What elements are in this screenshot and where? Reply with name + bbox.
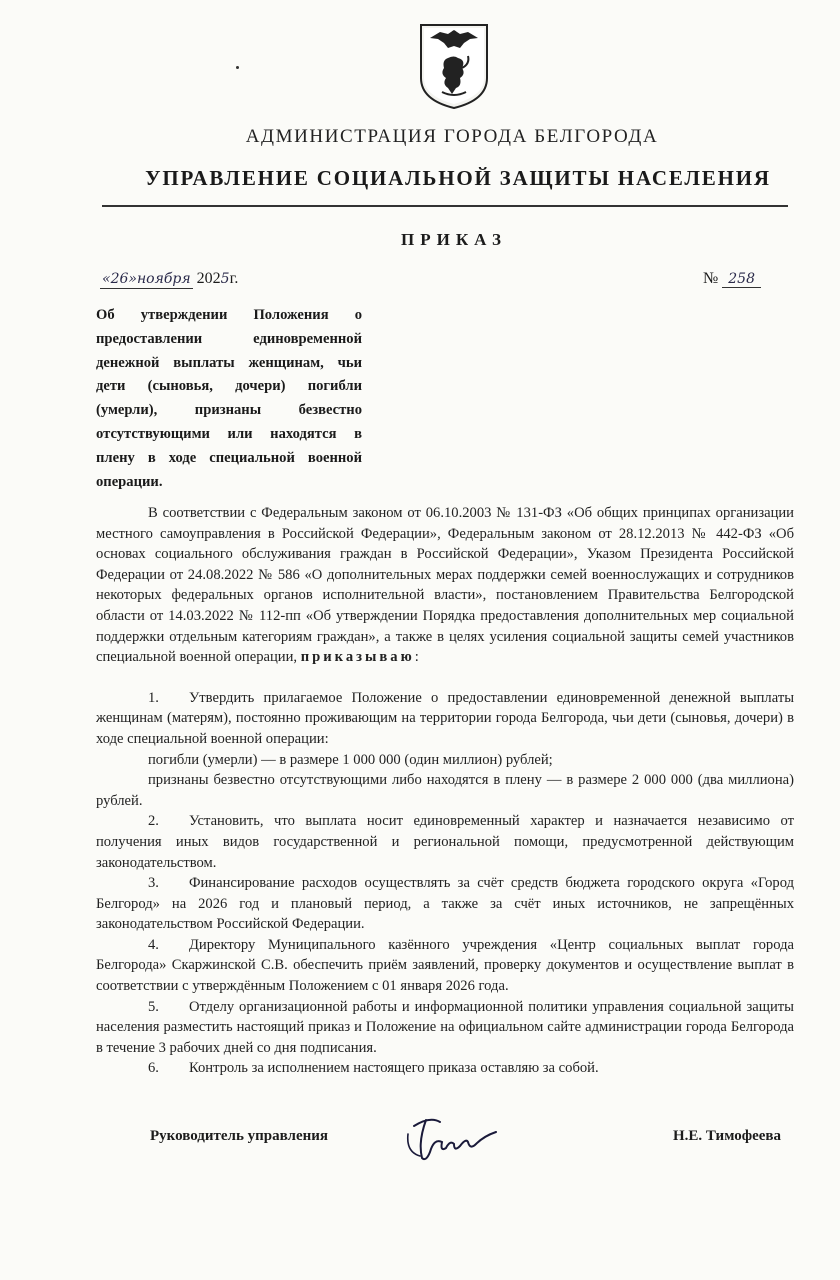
preamble-text: В соответствии с Федеральным законом от 06.10.2003 № 131-ФЗ «Об общих принципах организации местного самоуправления в Российской Федерации», Федеральным законом от 28.12.2013 № 442-ФЗ «Об основах социального обслуживания граждан в Российской Федерации», Указом Президента Российской Федерации от 24.08.2022 № 586 «О дополнительных мерах поддержки семей военнослужащих и сотрудников некоторых федеральных органов исполнительной власти», постановлением Правительства Белгородской области от 14.03.2022 № 112-пп «Об утверждении Порядка предоставления дополнительных мер социальной поддержки отдельным категориям граждан», а также в целях усиления социальной защиты семей участников специальной военной операции,	[96, 505, 794, 666]
document-type-title: ПРИКАЗ	[401, 230, 507, 249]
list-item	[96, 750, 794, 771]
department-name: УПРАВЛЕНИЕ СОЦИАЛЬНОЙ ЗАЩИТЫ НАСЕЛЕНИЯ	[145, 166, 771, 190]
date-day: «26»	[102, 271, 137, 287]
list-item	[96, 811, 794, 873]
number-sign: №	[703, 270, 719, 287]
item-number: 1.	[148, 689, 159, 706]
date-year-hand: 5	[220, 271, 230, 287]
item-text: погибли (умерли) — в размере 1 000 000 (один миллион) рублей;	[148, 751, 553, 768]
item-number: 4.	[148, 936, 159, 953]
signatory-role: Руководитель управления	[150, 1128, 329, 1144]
date-month: ноября	[136, 271, 191, 287]
scan-speck	[236, 66, 239, 69]
item-number: 5.	[148, 998, 159, 1015]
document-body	[96, 503, 794, 1079]
preamble-paragraph	[96, 503, 794, 668]
item-number: 3.	[148, 875, 159, 892]
item-text: Директору Муниципального казённого учреждения «Центр социальных выплат города Белгорода» Скаржинской С.В. обеспечить приём заявлений, проверку документов и осуществление выплат в соответствии с утверждённым Положением с 01 января 2026 года.	[96, 936, 794, 995]
list-item	[96, 1058, 794, 1079]
list-item	[96, 770, 794, 811]
item-text: Контроль за исполнением настоящего приказа оставляю за собой.	[188, 1060, 599, 1077]
list-item	[96, 997, 794, 1059]
date-suffix: г.	[229, 270, 239, 287]
signatory-name: Н.Е. Тимофеева	[673, 1128, 782, 1144]
list-item	[96, 873, 794, 935]
item-text: признаны безвестно отсутствующими либо находятся в плену — в размере 2 000 000 (два миллиона) рублей.	[96, 772, 794, 809]
list-item	[96, 935, 794, 997]
item-text: Установить, что выплата носит единовременный характер и назначается независимо от получения иных видов государственной и региональной помощи, предусмотренной действующим законодательством.	[96, 813, 794, 871]
organization-name: АДМИНИСТРАЦИЯ ГОРОДА БЕЛГОРОДА	[245, 126, 659, 147]
preamble-colon: :	[414, 649, 419, 666]
list-item	[96, 688, 794, 750]
coat-of-arms-emblem	[418, 22, 490, 110]
header-divider	[102, 205, 788, 207]
item-text: Утвердить прилагаемое Положение о предоставлении единовременной денежной выплаты женщинам (матерям), постоянно проживающим на территории города Белгорода, чьи дети (сыновья, дочери) в ходе специальной военной операции:	[96, 689, 794, 747]
document-subject: Об утверждении Положения о предоставлении единовременной денежной выплаты женщинам, чьи дети (сыновья, дочери) погибли (умерли), признаны безвестно отсутствующими или находятся в плену в ходе специальной военной операции.	[96, 307, 362, 490]
item-number: 6.	[148, 1060, 159, 1077]
command-word: приказываю	[300, 649, 415, 666]
number-value: 258	[722, 271, 761, 288]
document-number	[703, 270, 761, 288]
item-text: Финансирование расходов осуществлять за счёт средств бюджета городского округа «Город Белгород» на 2026 год и плановый период, а также за счёт иных источников, не запрещённых законодательством Российской Федерации.	[96, 875, 794, 933]
handwritten-signature	[400, 1112, 510, 1164]
item-text: Отделу организационной работы и информационной политики управления социальной защиты населения разместить настоящий приказ и Положение на официальном сайте администрации города Белгорода в течение 3 рабочих дней со дня подписания.	[96, 998, 794, 1056]
date-year-prefix: 202	[196, 270, 221, 287]
item-number: 2.	[148, 813, 159, 830]
document-date	[100, 270, 238, 289]
